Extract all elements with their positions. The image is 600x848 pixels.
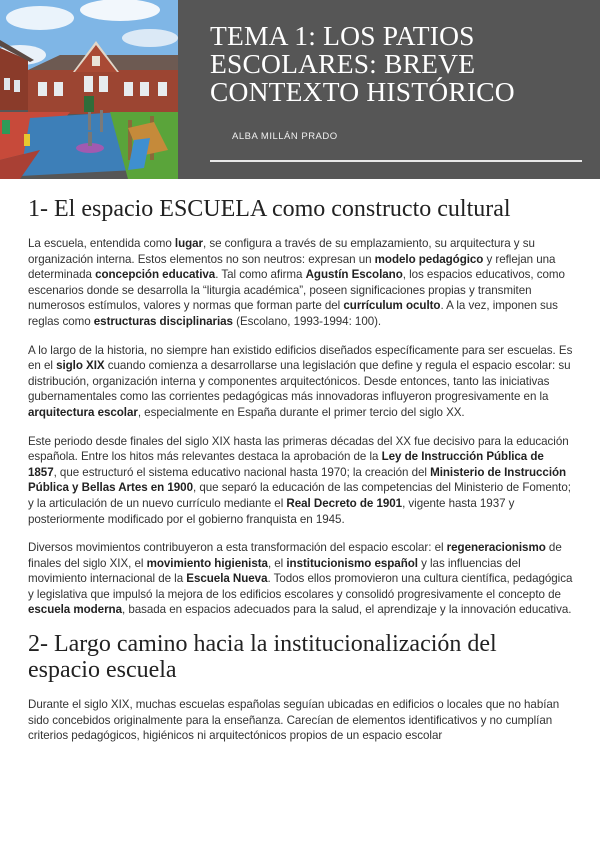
emphasis-term: Agustín Escolano <box>305 268 403 282</box>
emphasis-term: institucionismo español <box>286 556 418 570</box>
emphasis-term: regeneracionismo <box>446 541 546 555</box>
school-playground-photo <box>0 0 178 179</box>
emphasis-term: arquitectura escolar <box>28 405 138 419</box>
document-title: TEMA 1: LOS PATIOS ESCOLARES: BREVE CONTEXTO HISTÓRICO <box>210 20 515 107</box>
emphasis-term: siglo XIX <box>56 359 105 373</box>
section-1-heading: 1- El espacio ESCUELA como constructo cultural <box>28 196 511 222</box>
author-name: ALBA MILLÁN PRADO <box>232 131 338 142</box>
emphasis-term: movimiento higienista <box>146 556 268 570</box>
emphasis-term: Ministerio de Instrucción Pública y Bellas Artes en 1900 <box>28 465 567 495</box>
emphasis-term: estructuras disciplinarias <box>93 314 233 328</box>
emphasis-term: Real Decreto de 1901 <box>286 496 403 510</box>
paragraph: La escuela, entendida como lugar, se configura a través de su emplazamiento, su arquitectura y su organización interna. Estos elementos no son neutros: expresan un modelo pedagógico y reflejan una determinada concepción educativa. Tal como afirma Agustín Escolano, los espacios educativos, como escenarios donde se desarrolla la “liturgia académica”, poseen significaciones propias y transmiten numerosos estímulos, valores y normas que forman parte del currículum oculto. A la vez, imponen sus reglas como estructuras disciplinarias (Escolano, 1993-1994: 100). <box>28 237 565 328</box>
title-divider <box>210 160 582 162</box>
section-2-heading: 2- Largo camino hacia la institucionalización del espacio escuela <box>28 631 497 684</box>
paragraph: Este periodo desde finales del siglo XIX hasta las primeras décadas del XX fue decisivo para la educación española. Entre los hitos más relevantes destaca la aprobación de la Ley de Instrucción Pública de 1857, que estructuró el sistema educativo nacional hasta 1970; la creación del Ministerio de Instrucción Pública y Bellas Artes en 1900, que separó la educación de las competencias del Ministerio de Fomento; y la articulación de un nuevo currículo mediante el Real Decreto de 1901, vigente hasta 1937 y posteriormente modificado por el gobierno franquista en 1945. <box>28 434 571 526</box>
section-2-body <box>28 697 574 744</box>
paragraph: A lo largo de la historia, no siempre han existido edificios diseñados específicamente para ser escuelas. Es en el siglo XIX cuando comienza a desarrollarse una legislación que define y regula el espacio escolar: su distribución, organización interna y componentes arquitectónicos. Desde entonces, tanto las iniciativas gubernamentales como las corrientes pedagógicas más innovadoras influyeron progresivamente en la arquitectura escolar, especialmente en España durante el primer tercio del siglo XX. <box>28 343 573 419</box>
emphasis-term: concepción educativa <box>95 268 216 282</box>
emphasis-term: modelo pedagógico <box>374 252 484 266</box>
emphasis-term: currículum oculto <box>343 299 441 313</box>
emphasis-term: escuela moderna <box>28 603 122 617</box>
paragraph: Diversos movimientos contribuyeron a esta transformación del espacio escolar: el regeneracionismo de finales del siglo XIX, el movimiento higienista, el institucionismo español y las influencias del movimiento internacional de la Escuela Nueva. Todos ellos promovieron una cultura científica, pedagógica y legislativa que impulsó la mejora de los edificios escolares y consolidó progresivamente el concepto de escuela moderna, basada en espacios adecuados para la salud, el aprendizaje y la innovación educativa. <box>28 541 573 617</box>
emphasis-term: Ley de Instrucción Pública de 1857 <box>28 450 544 479</box>
header-banner <box>0 0 600 179</box>
article-body <box>28 196 574 757</box>
section-1-body <box>28 236 574 618</box>
emphasis-term: Escuela Nueva <box>186 572 268 586</box>
paragraph: Durante el siglo XIX, muchas escuelas españolas seguían ubicadas en edificios o locales que no habían sido concebidos originalmente para la enseñanza. Carecían de elementos identificativos y no cumplían criterios pedagógicos, higiénicos ni arquitectónicos propios de un espacio escolar <box>28 698 560 743</box>
emphasis-term: lugar <box>174 237 204 250</box>
